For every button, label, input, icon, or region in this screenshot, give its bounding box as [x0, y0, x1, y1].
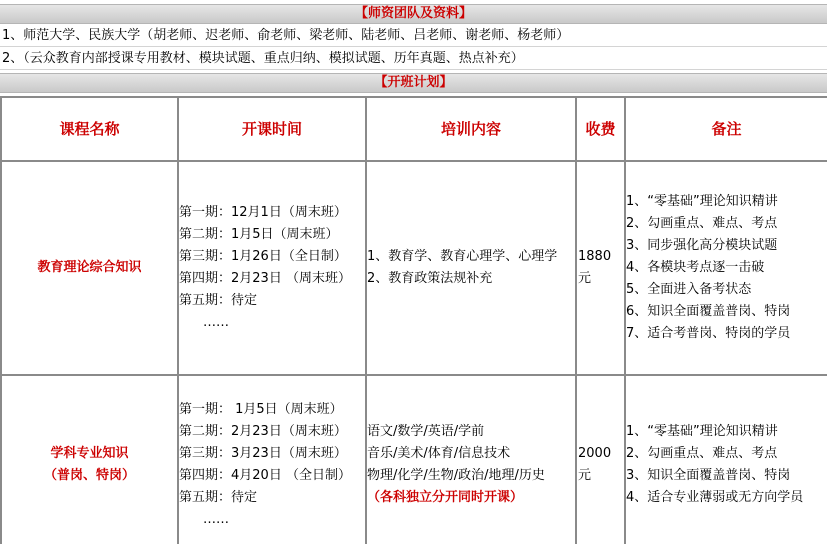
note-item: 7、适合考普岗、特岗的学员	[626, 326, 791, 341]
note-item: 3、知识全面覆盖普岗、特岗	[626, 468, 791, 483]
notes-cell	[625, 375, 827, 544]
schedule-cell	[178, 375, 366, 544]
note-item: 2、勾画重点、难点、考点	[626, 446, 778, 461]
course-name-cell	[1, 161, 178, 375]
fee-cell: 1880元	[576, 161, 625, 375]
schedule-item: 第五期：待定	[179, 490, 258, 505]
schedule-cell	[178, 161, 366, 375]
header-course-name: 课程名称	[1, 97, 178, 161]
schedule-item: 第一期：12月1日（周末班）	[179, 205, 347, 220]
notes-cell	[625, 161, 827, 375]
content-item: 2、教育政策法规补充	[367, 271, 493, 286]
schedule-item: 第二期：1月5日（周末班）	[179, 227, 339, 242]
content-item: 语文/数学/英语/学前	[367, 424, 485, 439]
note-item: 3、同步强化高分模块试题	[626, 238, 778, 253]
faculty-line-2: 2、（云众教育内部授课专用教材、模块试题、重点归纳、模拟试题、历年真题、热点补充）	[0, 48, 827, 70]
note-item: 1、“零基础”理论知识精讲	[626, 194, 778, 209]
note-item: 5、全面进入备考状态	[626, 282, 752, 297]
content-cell	[366, 161, 576, 375]
schedule-more: ……	[203, 315, 229, 330]
schedule-item: 第五期：待定	[179, 293, 258, 308]
note-item: 1、“零基础”理论知识精讲	[626, 424, 778, 439]
course-name: 学科专业知识	[50, 446, 129, 461]
content-item: 物理/化学/生物/政治/地理/历史	[367, 468, 545, 483]
faculty-section-title: 【师资团队及资料】	[0, 4, 827, 24]
course-name: 教育理论综合知识	[37, 260, 142, 275]
content-emphasis: （各科独立分开同时开课）	[367, 490, 524, 505]
content-cell	[366, 375, 576, 544]
plan-table	[0, 96, 827, 544]
schedule-item: 第三期：1月26日（全日制）	[179, 249, 347, 264]
note-item: 6、知识全面覆盖普岗、特岗	[626, 304, 791, 319]
schedule-item: 第一期： 1月5日（周末班）	[179, 402, 343, 417]
header-content: 培训内容	[366, 97, 576, 161]
schedule-item: 第四期：4月20日 （全日制）	[179, 468, 351, 483]
schedule-item: 第二期：2月23日（周末班）	[179, 424, 347, 439]
schedule-item: 第四期：2月23日 （周末班）	[179, 271, 351, 286]
table-row	[1, 375, 827, 544]
table-header-row	[1, 97, 827, 161]
content-item: 1、教育学、教育心理学、心理学	[367, 249, 558, 264]
schedule-more: ……	[203, 512, 229, 527]
plan-section-title: 【开班计划】	[0, 73, 827, 93]
note-item: 4、各模块考点逐一击破	[626, 260, 765, 275]
course-name-cell	[1, 375, 178, 544]
course-subtitle: （普岗、特岗）	[43, 468, 135, 483]
faculty-line-1: 1、师范大学、民族大学（胡老师、迟老师、俞老师、梁老师、陆老师、吕老师、谢老师、杨老师）	[0, 25, 827, 47]
content-item: 音乐/美术/体育/信息技术	[367, 446, 511, 461]
schedule-item: 第三期：3月23日（周末班）	[179, 446, 347, 461]
header-fee: 收费	[576, 97, 625, 161]
fee-cell: 2000元	[576, 375, 625, 544]
header-schedule: 开课时间	[178, 97, 366, 161]
header-notes: 备注	[625, 97, 827, 161]
table-row	[1, 161, 827, 375]
note-item: 2、勾画重点、难点、考点	[626, 216, 778, 231]
note-item: 4、适合专业薄弱或无方向学员	[626, 490, 804, 505]
